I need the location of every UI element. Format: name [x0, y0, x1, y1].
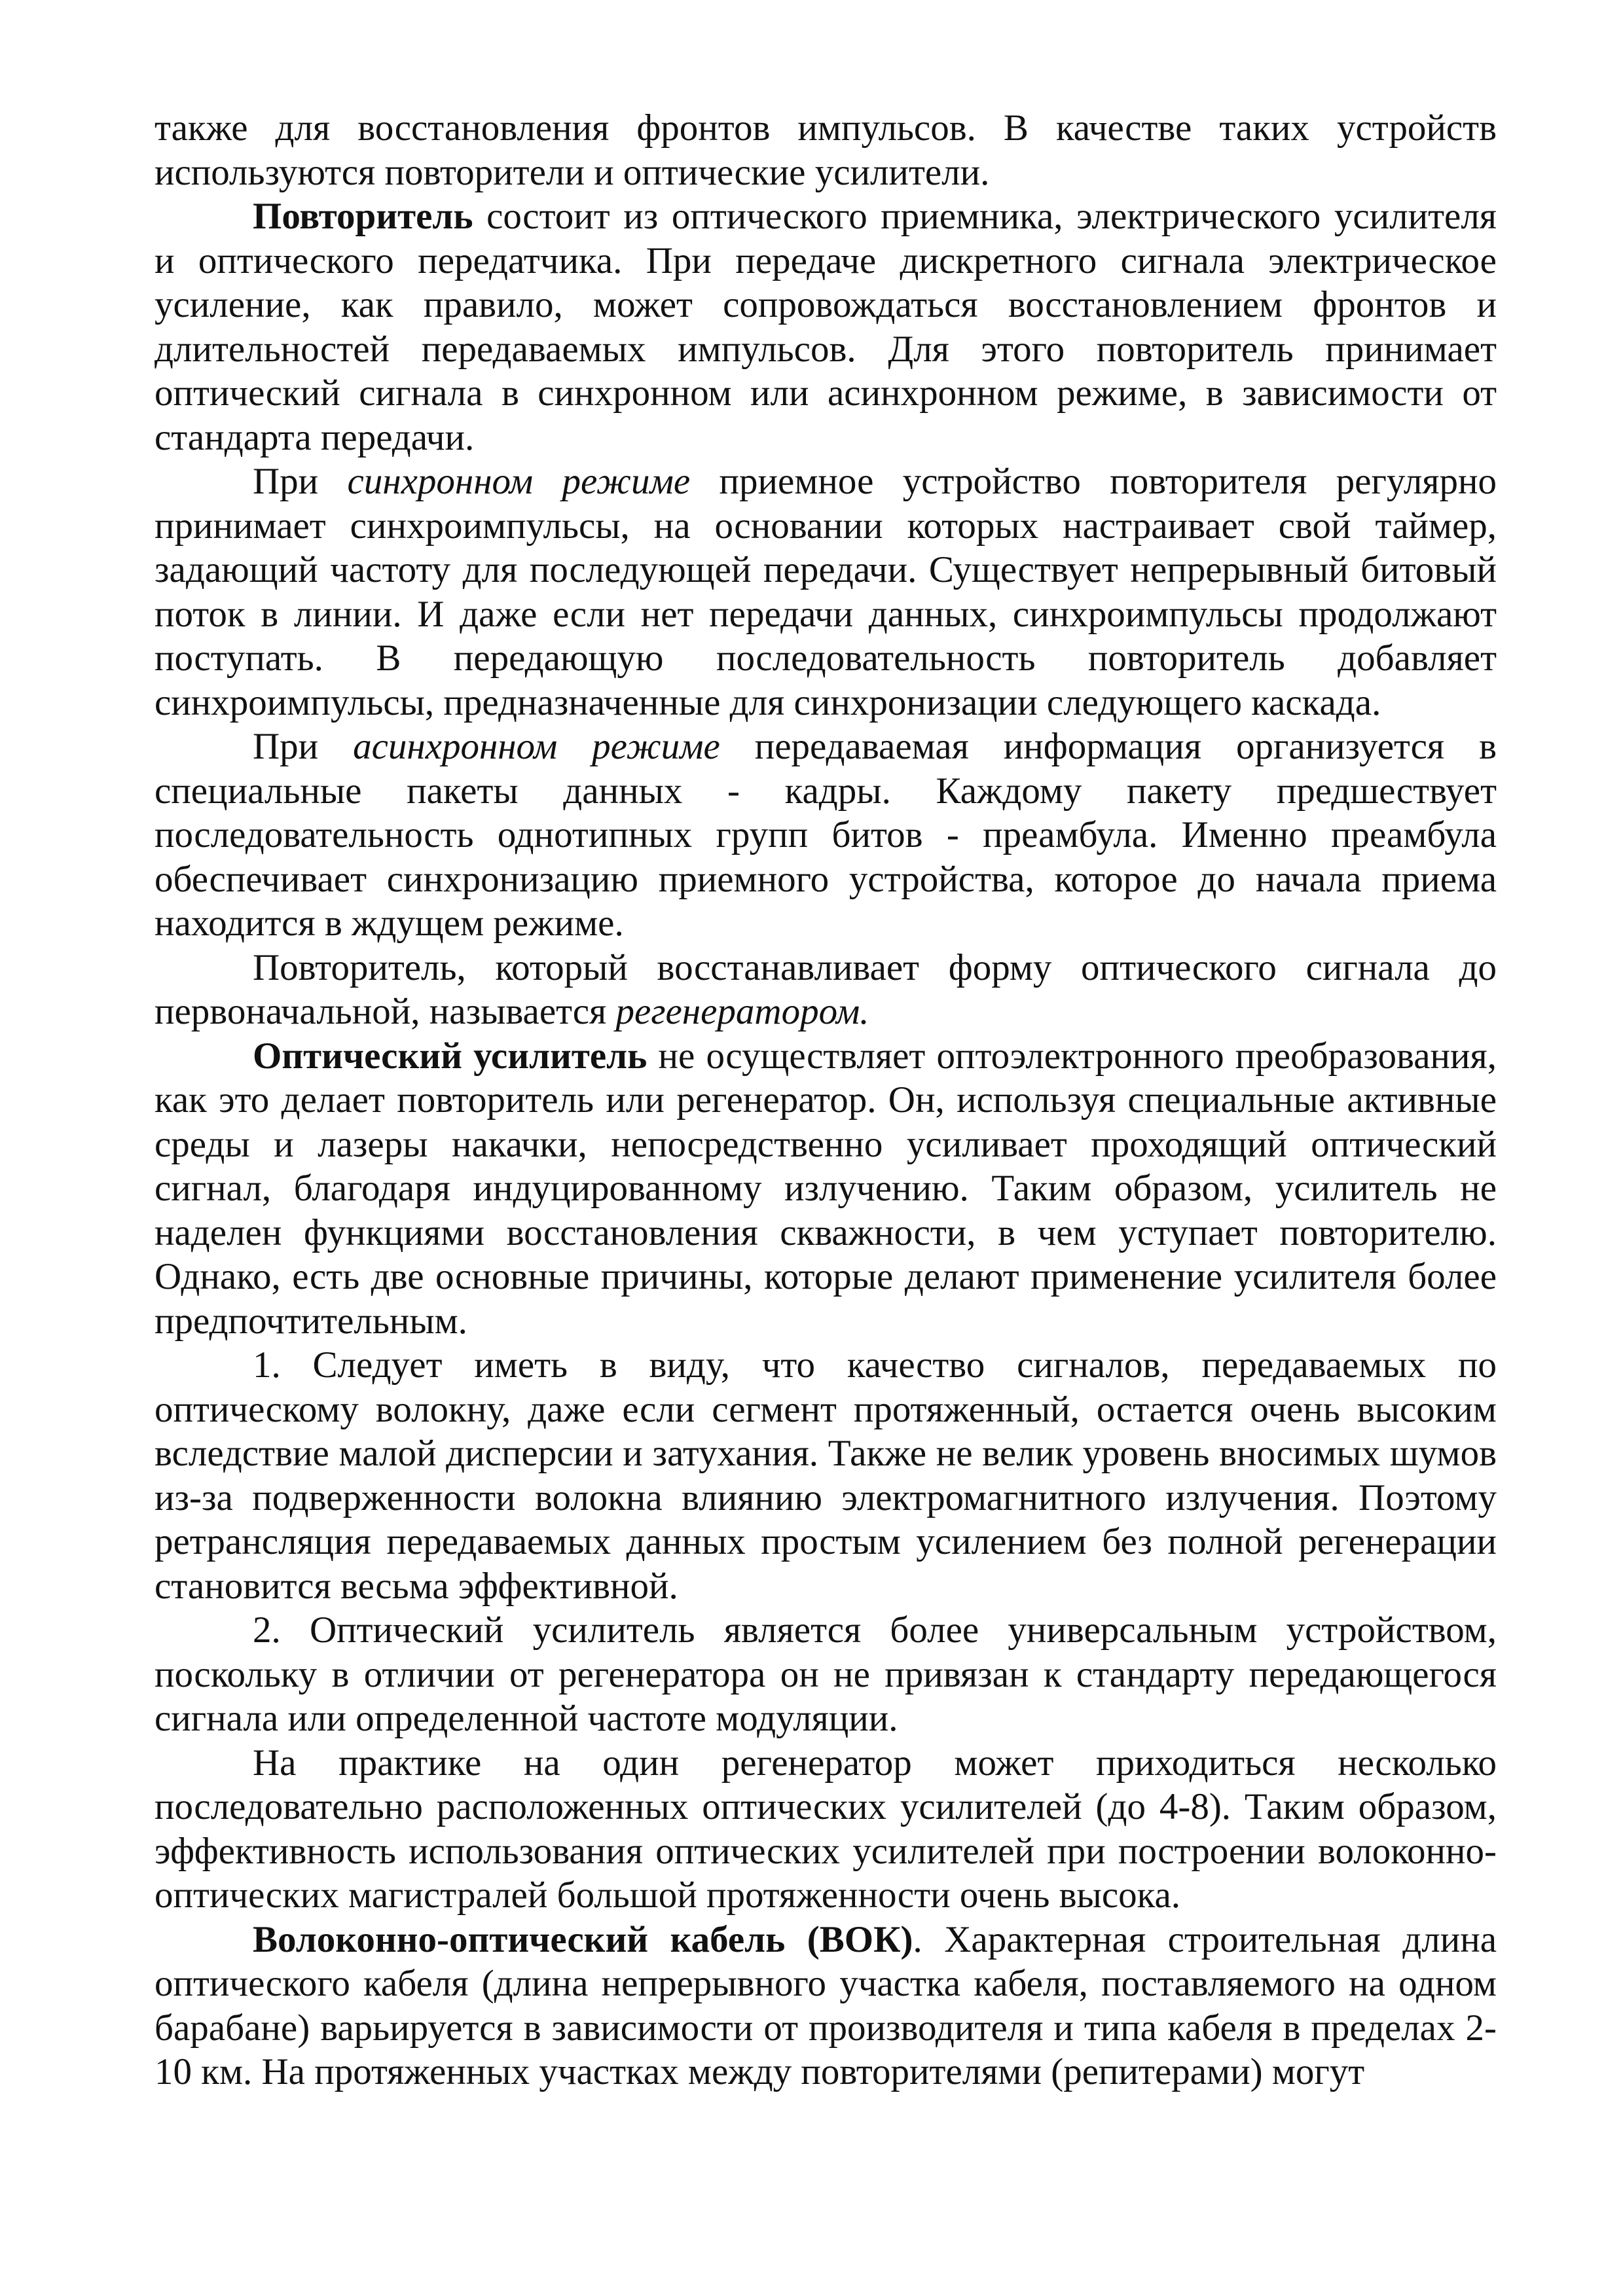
paragraph-reason-2	[155, 1608, 1497, 1741]
paragraph-repeater	[155, 194, 1497, 459]
paragraph-practice	[155, 1741, 1497, 1918]
paragraph-text: Повторитель, который восстанавливает форму оптического сигнала до первоначальной, называется	[155, 946, 1497, 1032]
paragraph-text: . Характерная строительная длина оптического кабеля (длина непрерывного участка кабеля, поставляемого на одном барабане) варьируется в зависимости от производителя и типа кабеля в пределах 2-10 км. На протяженных участках между повторителями (репитерами) могут	[155, 1918, 1497, 2092]
paragraph-text: 2. Оптический усилитель является более универсальным устройством, поскольку в отличии от регенератора он не привязан к стандарту передающегося сигнала или определенной частоте модуляции.	[155, 1609, 1497, 1739]
paragraph-reason-1	[155, 1343, 1497, 1608]
term-repeater: Повторитель	[253, 196, 473, 237]
paragraph-intro	[155, 106, 1497, 194]
term-regenerator: регенератором.	[615, 991, 869, 1032]
paragraph-lead: При	[253, 726, 354, 767]
document-page	[155, 106, 1497, 2094]
paragraph-text: состоит из оптического приемника, электрического усилителя и оптического передатчика. При передаче дискретного сигнала электрическое усиление, как правило, может сопровождаться восстановлением фронтов и длительностей передаваемых импульсов. Для этого повторитель принимает оптический сигнала в синхронном или асинхронном режиме, в зависимости от стандарта передачи.	[155, 196, 1497, 458]
paragraph-fiber-cable	[155, 1918, 1497, 2094]
term-fiber-cable: Волоконно-оптический кабель (ВОК)	[253, 1918, 913, 1960]
paragraph-text: На практике на один регенератор может приходиться несколько последовательно расположенных оптических усилителей (до 4-8). Таким образом, эффективность использования оптических усилителей при построении волоконно-оптических магистралей большой протяженности очень высока.	[155, 1742, 1497, 1916]
paragraph-regenerator	[155, 946, 1497, 1034]
paragraph-text: приемное устройство повторителя регулярно принимает синхроимпульсы, на основании которых настраивает свой таймер, задающий частоту для последующей передачи. Существует непрерывный битовый поток в линии. И даже если нет передачи данных, синхроимпульсы продолжают поступать. В передающую последовательность повторитель добавляет синхроимпульсы, предназначенные для синхронизации следующего каскада.	[155, 461, 1497, 723]
paragraph-text: также для восстановления фронтов импульсов. В качестве таких устройств используются повторители и оптические усилители.	[155, 107, 1497, 193]
term-optical-amplifier: Оптический усилитель	[253, 1035, 647, 1077]
term-async-mode: асинхронном режиме	[353, 726, 720, 767]
paragraph-sync-mode	[155, 459, 1497, 725]
paragraph-lead: При	[253, 461, 348, 502]
term-sync-mode: синхронном режиме	[347, 461, 691, 502]
paragraph-text: 1. Следует иметь в виду, что качество сигналов, передаваемых по оптическому волокну, даже если сегмент протяженный, остается очень высоким вследствие малой дисперсии и затухания. Также не велик уровень вносимых шумов из-за подверженности волокна влиянию электромагнитного излучения. Поэтому ретрансляция передаваемых данных простым усилением без полной регенерации становится весьма эффективной.	[155, 1344, 1497, 1607]
paragraph-text: не осуществляет оптоэлектронного преобразования, как это делает повторитель или регенератор. Он, используя специальные активные среды и лазеры накачки, непосредственно усиливает проходящий оптический сигнал, благодаря индуцированному излучению. Таким образом, усилитель не наделен функциями восстановления скважности, в чем уступает повторителю. Однако, есть две основные причины, которые делают применение усилителя более предпочтительным.	[155, 1035, 1497, 1342]
paragraph-optical-amplifier	[155, 1034, 1497, 1344]
paragraph-async-mode	[155, 725, 1497, 946]
paragraph-text: передаваемая информация организуется в специальные пакеты данных - кадры. Каждому пакету предшествует последовательность однотипных групп битов - преамбула. Именно преамбула обеспечивает синхронизацию приемного устройства, которое до начала приема находится в ждущем режиме.	[155, 726, 1497, 944]
